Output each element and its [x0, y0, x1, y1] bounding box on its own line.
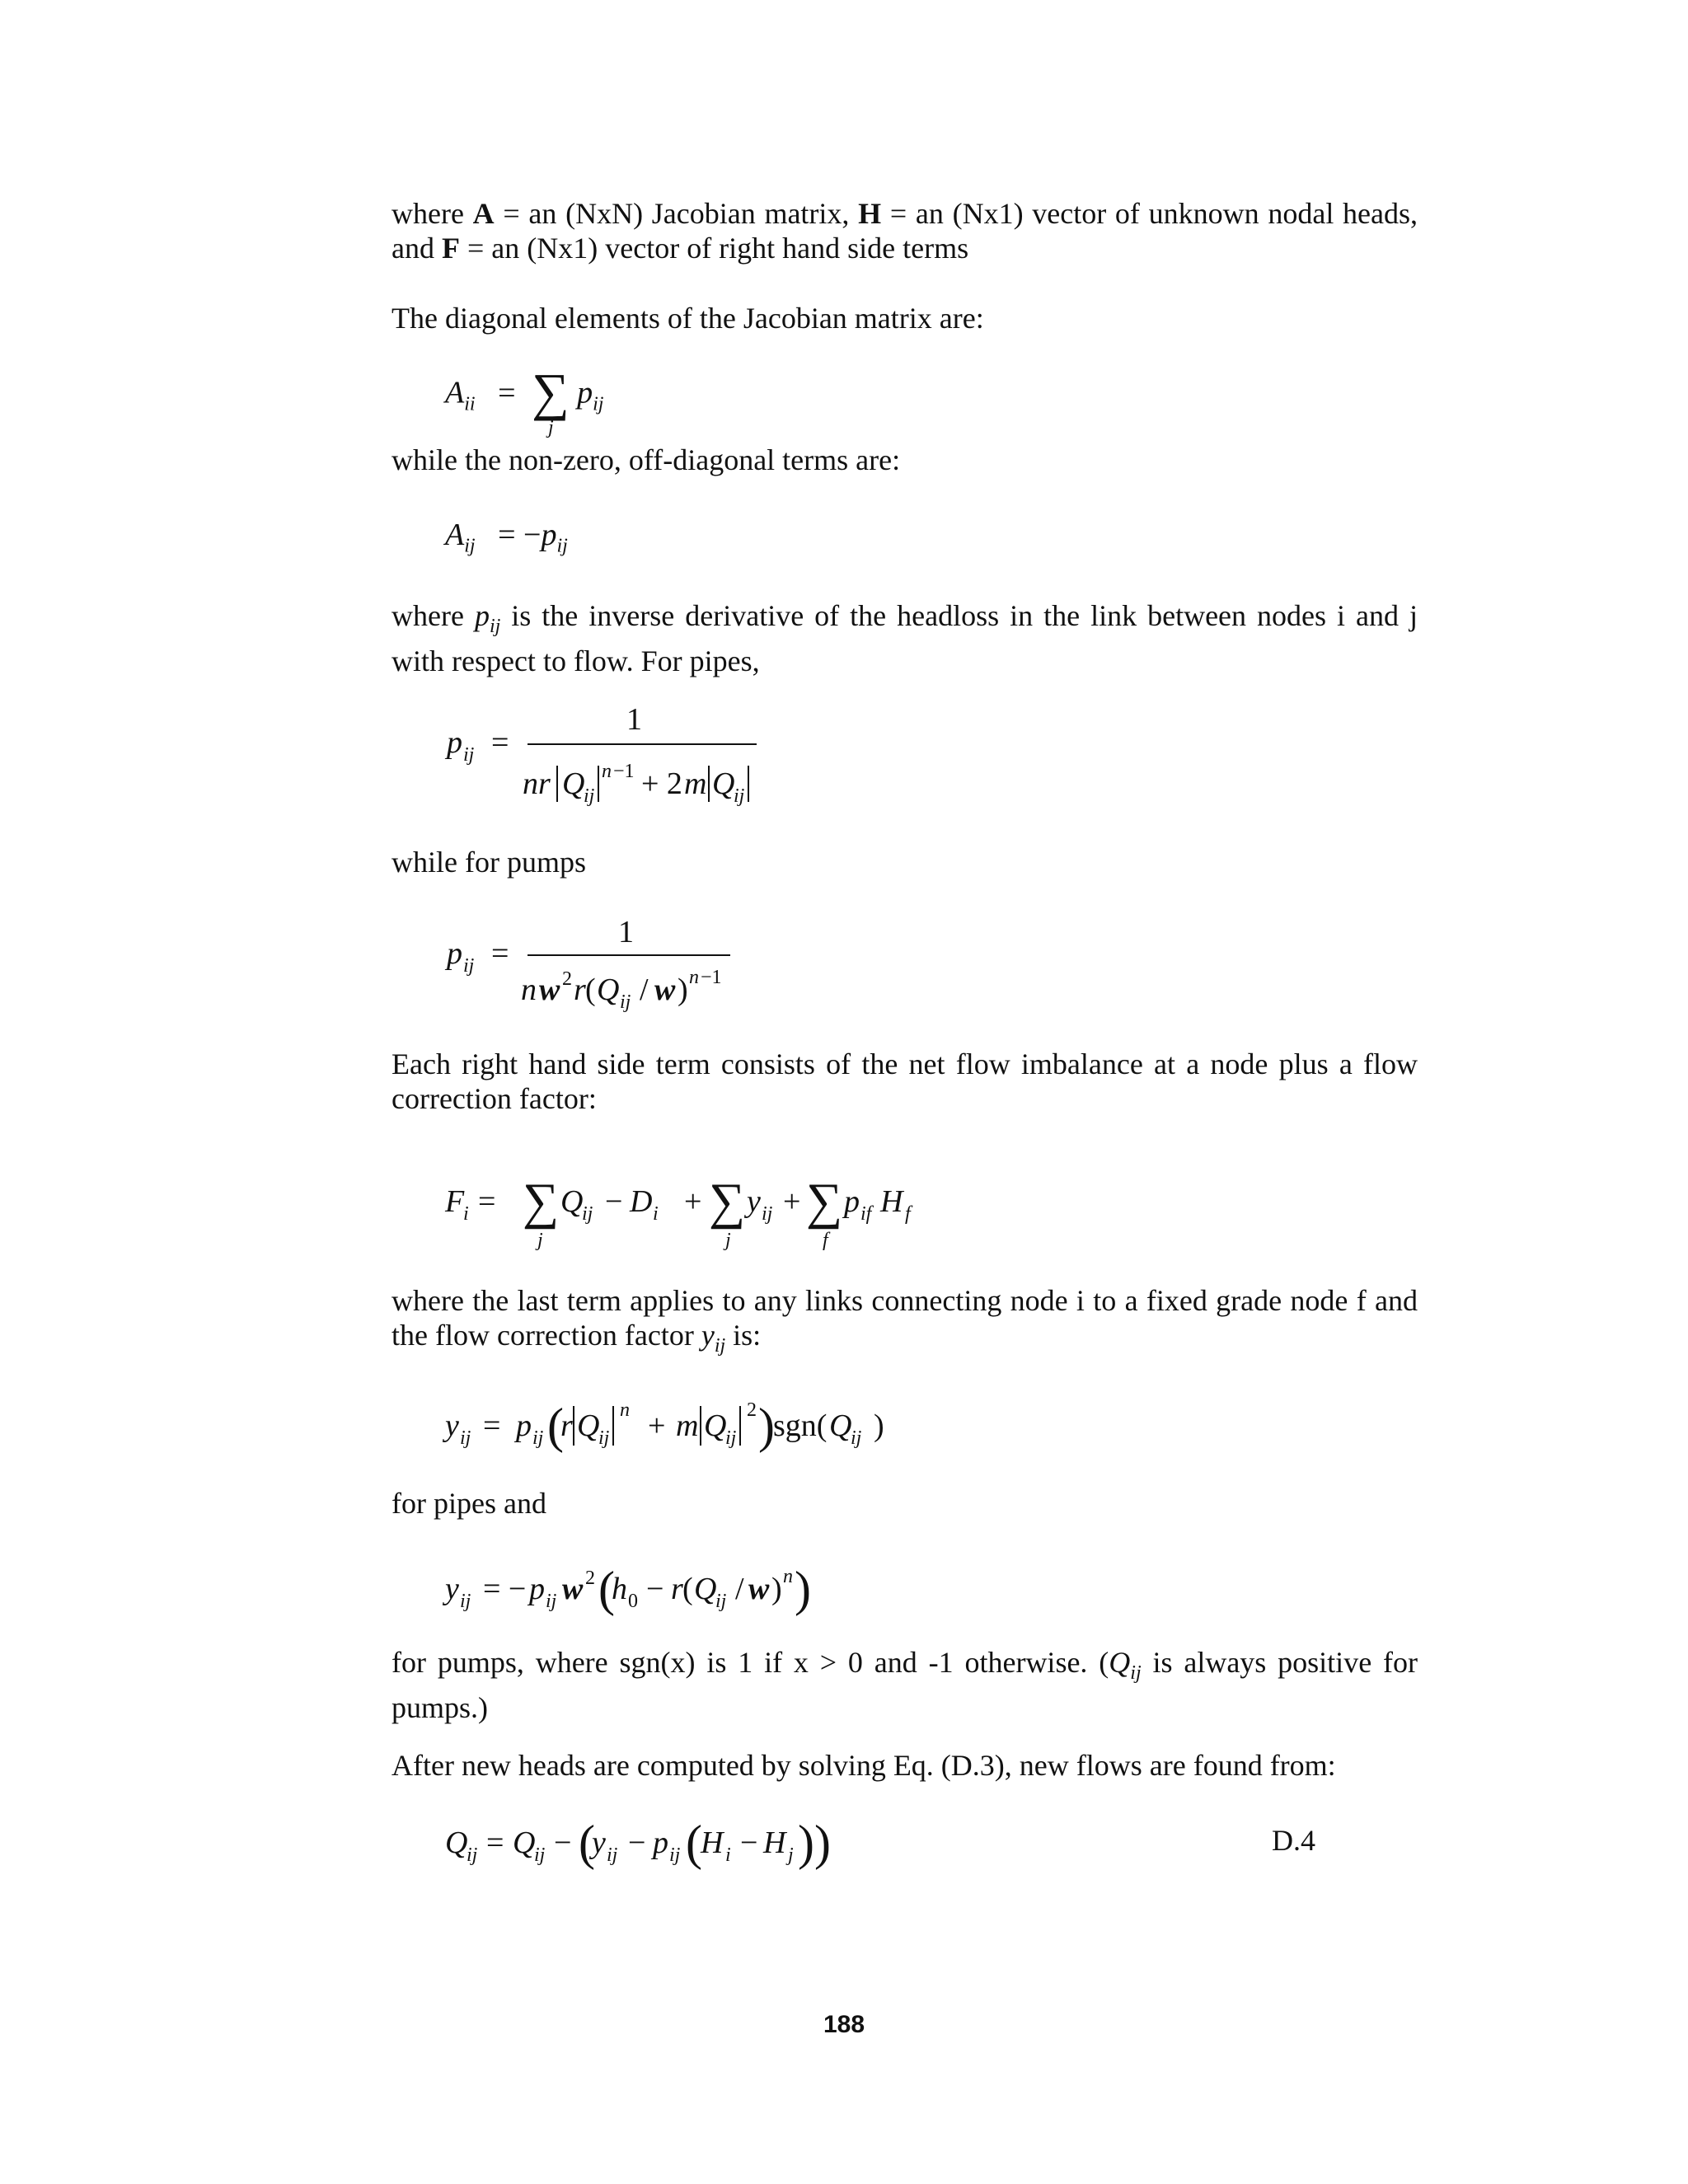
svg-text:Q: Q: [704, 1408, 727, 1443]
svg-text:+ 2: + 2: [641, 766, 682, 801]
svg-text:−: −: [605, 1184, 623, 1219]
svg-text:j: j: [537, 1230, 543, 1251]
text-line: correction factor:: [392, 1082, 597, 1115]
paragraph-inverse-derivative: [392, 598, 1418, 678]
text-line: where A = an (NxN) Jacobian matrix, H = an (Nx1) vector of unknown nodal heads,: [392, 197, 1418, 230]
svg-text:m: m: [676, 1408, 699, 1443]
svg-text:/: /: [735, 1572, 744, 1606]
svg-text:H: H: [701, 1825, 724, 1860]
svg-text:): ): [795, 1562, 811, 1616]
svg-text:r: r: [671, 1572, 683, 1606]
svg-text:2: 2: [562, 968, 572, 990]
svg-text:0: 0: [628, 1591, 638, 1612]
svg-text:H: H: [880, 1184, 903, 1219]
svg-text:(: (: [682, 1572, 693, 1606]
svg-text:∑: ∑: [523, 1174, 560, 1230]
svg-text:r: r: [574, 972, 586, 1007]
svg-text:Q: Q: [562, 766, 585, 801]
svg-text:Q: Q: [597, 972, 620, 1007]
text-line: while the non-zero, off-diagonal terms are:: [392, 443, 901, 476]
svg-text:=: =: [491, 725, 509, 760]
equation-pij-pipes: [437, 696, 799, 820]
svg-text:sgn(: sgn(: [773, 1408, 828, 1443]
text-line: The diagonal elements of the Jacobian matrix are:: [392, 302, 984, 335]
svg-text:−: −: [554, 1825, 572, 1860]
svg-text:f: f: [905, 1203, 911, 1225]
paragraph-for-pipes: [392, 1486, 1418, 1521]
text-line: for pipes and: [392, 1487, 546, 1520]
equation-yij-pipes: [437, 1385, 931, 1475]
svg-text:=: =: [478, 1184, 496, 1219]
svg-text:p: p: [844, 1184, 860, 1219]
svg-text:ij: ij: [669, 1844, 681, 1866]
equation-diagonal: $A_{ii}$ = ∑ j $p_{ij}$: [445, 363, 604, 438]
svg-text:y: y: [445, 1408, 459, 1443]
svg-text:ij: ij: [460, 1427, 471, 1449]
equation-number: D.4: [1272, 1824, 1315, 1857]
svg-text:p: p: [529, 1572, 545, 1606]
svg-text:ij: ij: [534, 1844, 546, 1866]
svg-text:+: +: [783, 1184, 801, 1219]
text-line: and F = an (Nx1) vector of right hand side terms: [392, 232, 969, 265]
svg-text:n: n: [521, 972, 537, 1007]
svg-text:Q: Q: [445, 1825, 468, 1860]
paragraph-sgn-definition: [392, 1645, 1418, 1725]
equation-pij-pumps: [437, 911, 767, 1018]
text-line: where $p_{ij}$ is the inverse derivative of the headloss in the link between nodes i and j: [392, 599, 1418, 638]
svg-text:f: f: [823, 1230, 828, 1251]
svg-text:+: +: [684, 1184, 702, 1219]
svg-text:): ): [771, 1572, 782, 1606]
svg-text:i: i: [725, 1844, 731, 1866]
svg-text:p: p: [447, 936, 462, 971]
svg-text:2: 2: [747, 1399, 757, 1421]
equation-yij-pumps: [437, 1549, 865, 1632]
svg-text:ij: ij: [725, 1427, 737, 1449]
page-number: 188: [823, 2011, 865, 2038]
svg-text:∑: ∑: [709, 1174, 746, 1230]
svg-text:ij: ij: [851, 1427, 862, 1449]
svg-text:r: r: [560, 1408, 573, 1443]
svg-text:y: y: [445, 1572, 459, 1606]
svg-text:ij: ij: [532, 1427, 544, 1449]
svg-text:n: n: [620, 1399, 630, 1421]
svg-text:y: y: [747, 1184, 761, 1219]
svg-text:ij: ij: [460, 1591, 471, 1612]
svg-text:): ): [678, 972, 688, 1007]
svg-text:h: h: [612, 1572, 627, 1606]
text-line: Each right hand side term consists of the net flow imbalance at a node plus a flow: [392, 1047, 1418, 1080]
svg-text:ij: ij: [620, 991, 631, 1013]
svg-text:(: (: [598, 1562, 615, 1616]
svg-text:ij: ij: [734, 785, 745, 807]
svg-text:D: D: [630, 1184, 653, 1219]
svg-text:+: +: [648, 1408, 666, 1443]
paragraph-rhs-term: [392, 1047, 1418, 1116]
svg-text:2: 2: [585, 1568, 595, 1589]
svg-text:ij: ij: [463, 955, 475, 977]
equation-rhs: [437, 1162, 997, 1261]
svg-text:−1: −1: [701, 967, 722, 988]
svg-text:): ): [874, 1408, 884, 1443]
svg-text:ij: ij: [762, 1203, 773, 1225]
text-line: with respect to flow. For pipes,: [392, 644, 760, 678]
svg-text:): ): [758, 1399, 775, 1453]
svg-text:ij: ij: [584, 785, 595, 807]
svg-text:m: m: [684, 766, 707, 801]
svg-text:w: w: [562, 1572, 584, 1606]
svg-text:ij: ij: [463, 744, 475, 766]
text-line: for pumps, where sgn(x) is 1 if x > 0 and -1 otherwise. ($Q_{ij}$ is always positive for: [392, 1646, 1418, 1685]
svg-text:nr: nr: [523, 766, 551, 801]
svg-text:=: =: [483, 1408, 501, 1443]
svg-text:Q: Q: [712, 766, 735, 801]
svg-text:1: 1: [618, 915, 634, 949]
text-line: pumps.): [392, 1691, 488, 1725]
svg-text:w: w: [539, 972, 560, 1007]
svg-text:i: i: [463, 1203, 469, 1225]
svg-text:(: (: [579, 1816, 595, 1870]
svg-text:ij: ij: [582, 1203, 593, 1225]
text-line: the flow correction factor $y_{ij}$ is:: [392, 1319, 762, 1357]
svg-text:n: n: [689, 967, 699, 988]
paragraph-jacobian-definition: [392, 196, 1418, 265]
svg-text:1: 1: [626, 702, 642, 737]
svg-text:Q: Q: [577, 1408, 600, 1443]
svg-text:(: (: [585, 972, 596, 1007]
svg-text:H: H: [763, 1825, 786, 1860]
svg-text:−: −: [646, 1572, 664, 1606]
svg-text:w: w: [748, 1572, 770, 1606]
svg-text:−: −: [628, 1825, 646, 1860]
svg-text:Q: Q: [513, 1825, 536, 1860]
paragraph-off-diagonal: [392, 443, 1418, 477]
svg-text:p: p: [447, 725, 462, 760]
paragraph-fixed-grade: [392, 1283, 1418, 1363]
svg-text:ij: ij: [715, 1591, 727, 1612]
svg-text:y: y: [592, 1825, 606, 1860]
text-line: After new heads are computed by solving Eq. (D.3), new flows are found from:: [392, 1749, 1336, 1782]
equation-off-diagonal: $A_{ij} = -p_{ij}$: [445, 518, 568, 557]
svg-text:j: j: [788, 1844, 794, 1866]
svg-text:ij: ij: [607, 1844, 618, 1866]
text-line: where the last term applies to any links connecting node i to a fixed grade node f and: [392, 1284, 1418, 1317]
svg-text:Q: Q: [560, 1184, 584, 1219]
svg-text:∑: ∑: [806, 1174, 843, 1230]
text-line: while for pumps: [392, 846, 586, 879]
svg-text:)): )): [798, 1816, 831, 1870]
svg-text:Q: Q: [829, 1408, 852, 1443]
svg-text:=: =: [491, 936, 509, 971]
svg-text:/: /: [640, 972, 649, 1007]
svg-text:ij: ij: [546, 1591, 557, 1612]
svg-text:i: i: [653, 1203, 659, 1225]
svg-text:ij: ij: [598, 1427, 610, 1449]
svg-text:−1: −1: [613, 761, 635, 782]
paragraph-pumps: [392, 845, 1418, 879]
svg-text:= −: = −: [483, 1572, 527, 1606]
svg-text:Q: Q: [694, 1572, 717, 1606]
svg-text:F: F: [445, 1184, 465, 1219]
svg-text:(: (: [686, 1816, 702, 1870]
svg-text:if: if: [860, 1203, 872, 1225]
svg-text:n: n: [602, 761, 612, 782]
paragraph-diagonal-elements: [392, 301, 1418, 335]
svg-text:ij: ij: [467, 1844, 478, 1866]
svg-text:p: p: [516, 1408, 532, 1443]
svg-text:n: n: [783, 1566, 793, 1587]
svg-text:=: =: [486, 1825, 504, 1860]
paragraph-new-flows: [392, 1748, 1418, 1783]
equation-flow-update: [437, 1805, 865, 1887]
svg-text:(: (: [547, 1399, 564, 1453]
svg-text:j: j: [725, 1230, 731, 1251]
svg-text:p: p: [653, 1825, 668, 1860]
svg-text:w: w: [654, 972, 676, 1007]
svg-text:−: −: [740, 1825, 758, 1860]
